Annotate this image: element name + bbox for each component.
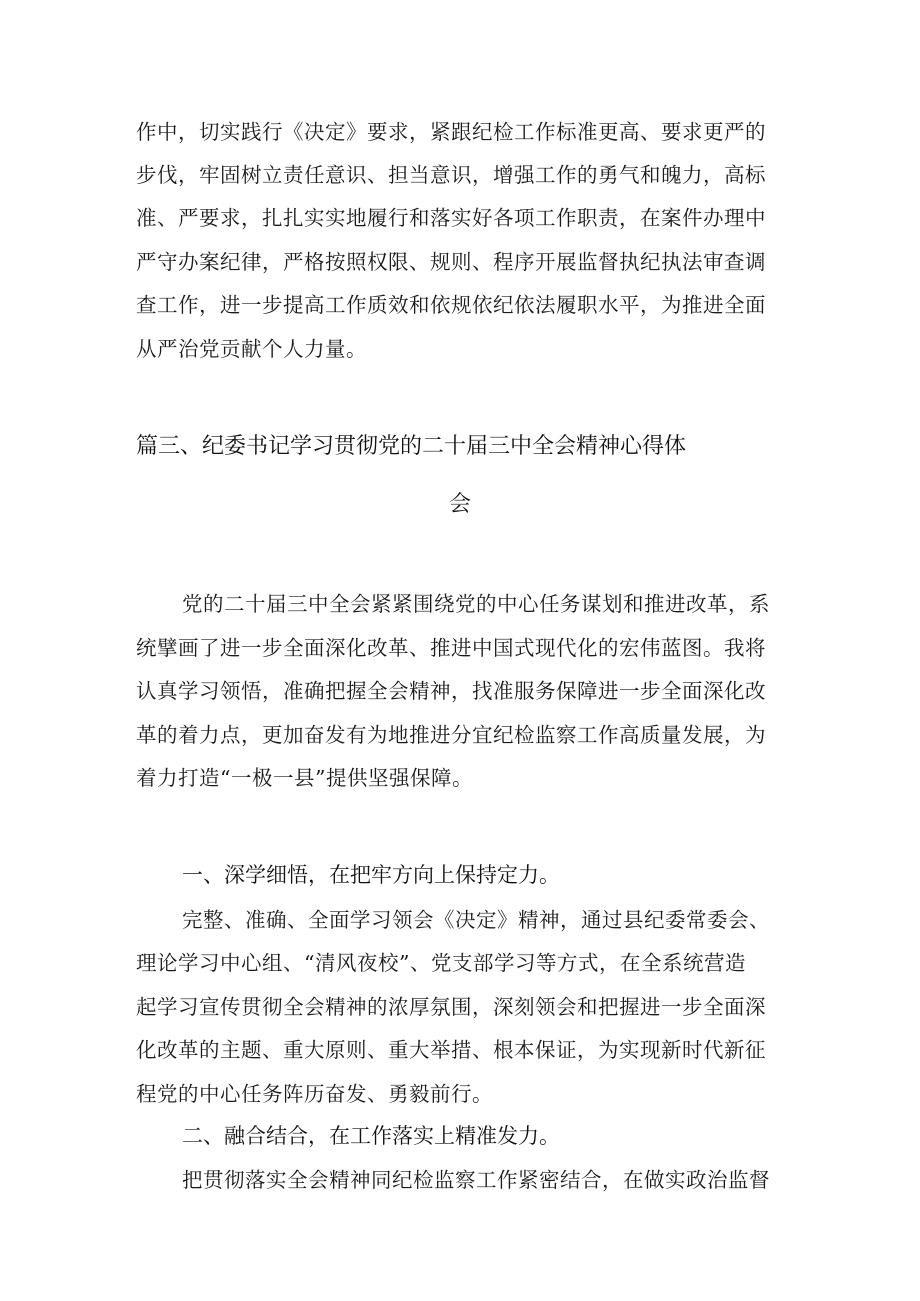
paragraph-line: 化改革的主题、重大原则、重大举措、根本保证，为实现新时代新征 (136, 1038, 766, 1062)
paragraph-line: 党的二十届三中全会紧紧围绕党的中心任务谋划和推进改革，系 (182, 592, 770, 616)
paragraph-line: 完整、准确、全面学习领会《决定》精神，通过县纪委常委会、 (182, 908, 770, 932)
section-heading-1: 一、深学细悟，在把牢方向上保持定力。 (182, 863, 560, 887)
paragraph-line: 统擘画了进一步全面深化改革、推进中国式现代化的宏伟蓝图。我将 (136, 636, 766, 660)
paragraph-line: 程党的中心任务阵历奋发、勇毅前行。 (136, 1082, 493, 1106)
paragraph-line: 理论学习中心组、“清风夜校”、党支部学习等方式，在全系统营造 (136, 951, 746, 975)
paragraph-line: 起学习宣传贯彻全会精神的浓厚氛围，深刻领会和把握进一步全面深 (136, 995, 766, 1019)
paragraph-line: 查工作，进一步提高工作质效和依规依纪依法履职水平，为推进全面 (136, 293, 766, 317)
section-title-continuation: 会 (448, 492, 471, 517)
paragraph-line: 步伐，牢固树立责任意识、担当意识，增强工作的勇气和魄力，高标 (136, 163, 766, 187)
paragraph-line: 着力打造“一极一县”提供坚强保障。 (136, 766, 473, 790)
paragraph-line: 把贯彻落实全会精神同纪检监察工作紧密结合，在做实政治监督 (182, 1168, 770, 1192)
section-heading-2: 二、融合结合，在工作落实上精准发力。 (182, 1124, 560, 1148)
paragraph-line: 严守办案纪律，严格按照权限、规则、程序开展监督执纪执法审查调 (136, 250, 766, 274)
paragraph-line: 革的着力点，更加奋发有为地推进分宜纪检监察工作高质量发展，为 (136, 723, 766, 747)
paragraph-line: 准、严要求，扎扎实实地履行和落实好各项工作职责，在案件办理中 (136, 206, 766, 230)
paragraph-line: 作中，切实践行《决定》要求，紧跟纪检工作标准更高、要求更严的 (136, 120, 766, 144)
paragraph-line: 认真学习领悟，准确把握全会精神，找准服务保障进一步全面深化改 (136, 679, 766, 703)
paragraph-line: 从严治党贡献个人力量。 (136, 337, 367, 361)
section-title: 篇三、纪委书记学习贯彻党的二十届三中全会精神心得体 (136, 434, 687, 459)
